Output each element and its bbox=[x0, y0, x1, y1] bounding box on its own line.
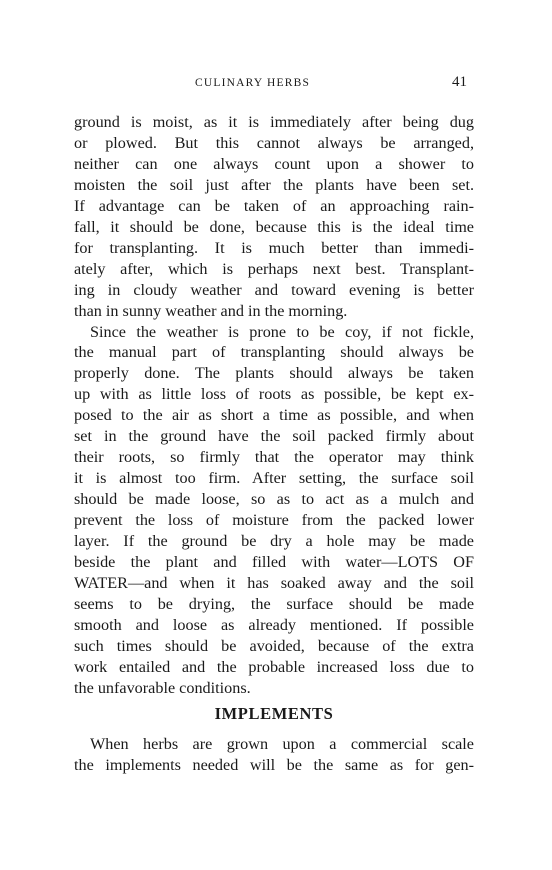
text-line: Since the weather is prone to be coy, if not fickle, bbox=[90, 322, 474, 341]
text-line: layer. If the ground be dry a hole may be made bbox=[74, 532, 474, 551]
text-line: such times should be avoided, because of the extra bbox=[74, 636, 474, 655]
text-line: work entailed and the probable increased loss due to bbox=[74, 657, 474, 676]
text-line: properly done. The plants should always be taken bbox=[74, 364, 474, 383]
paragraph-1 bbox=[74, 112, 474, 322]
text-line: If advantage can be taken of an approaching rain- bbox=[74, 196, 474, 215]
text-line: should be made loose, so as to act as a mulch and bbox=[74, 490, 474, 509]
paragraph-3 bbox=[74, 734, 474, 776]
section-heading: IMPLEMENTS bbox=[214, 703, 334, 723]
running-head bbox=[0, 74, 552, 97]
text-line: prevent the loss of moisture from the packed lower bbox=[74, 511, 474, 530]
text-line: fall, it should be done, because this is the ideal time bbox=[74, 217, 474, 236]
text-line: or plowed. But this cannot always be arranged, bbox=[74, 133, 474, 152]
text-line: than in sunny weather and in the morning. bbox=[74, 301, 348, 320]
text-line: the manual part of transplanting should always be bbox=[74, 343, 474, 362]
running-title: CULINARY HERBS bbox=[195, 77, 311, 89]
text-line: it is almost too firm. After setting, the surface soil bbox=[74, 469, 474, 488]
text-line: ately after, which is perhaps next best. Transplant- bbox=[74, 259, 474, 278]
text-line: ground is moist, as it is immediately after being dug bbox=[74, 113, 474, 131]
text-line: posed to the air as short a time as possible, and when bbox=[74, 406, 474, 425]
text-line: neither can one always count upon a shower to bbox=[74, 154, 474, 173]
text-line: seems to be drying, the surface should be made bbox=[74, 594, 474, 613]
text-line: set in the ground have the soil packed firmly about bbox=[74, 427, 474, 446]
text-line: up with as little loss of roots as possible, be kept ex- bbox=[74, 385, 474, 404]
text-line: When herbs are grown upon a commercial scale bbox=[90, 734, 474, 753]
text-line: their roots, so firmly that the operator may think bbox=[74, 448, 474, 467]
page-number: 41 bbox=[452, 74, 467, 90]
paragraph-2 bbox=[74, 322, 474, 699]
body-text bbox=[74, 112, 474, 776]
text-line: beside the plant and filled with water—LOTS OF bbox=[74, 553, 474, 572]
text-line: smooth and loose as already mentioned. If possible bbox=[74, 615, 474, 634]
text-line: ing in cloudy weather and toward evening is better bbox=[74, 280, 474, 299]
text-line: moisten the soil just after the plants have been set. bbox=[74, 175, 474, 194]
text-line: for transplanting. It is much better than immedi- bbox=[74, 238, 474, 257]
text-line: WATER—and when it has soaked away and the soil bbox=[74, 573, 474, 592]
text-line: the implements needed will be the same as for gen- bbox=[74, 755, 474, 774]
text-line: the unfavorable conditions. bbox=[74, 678, 251, 697]
